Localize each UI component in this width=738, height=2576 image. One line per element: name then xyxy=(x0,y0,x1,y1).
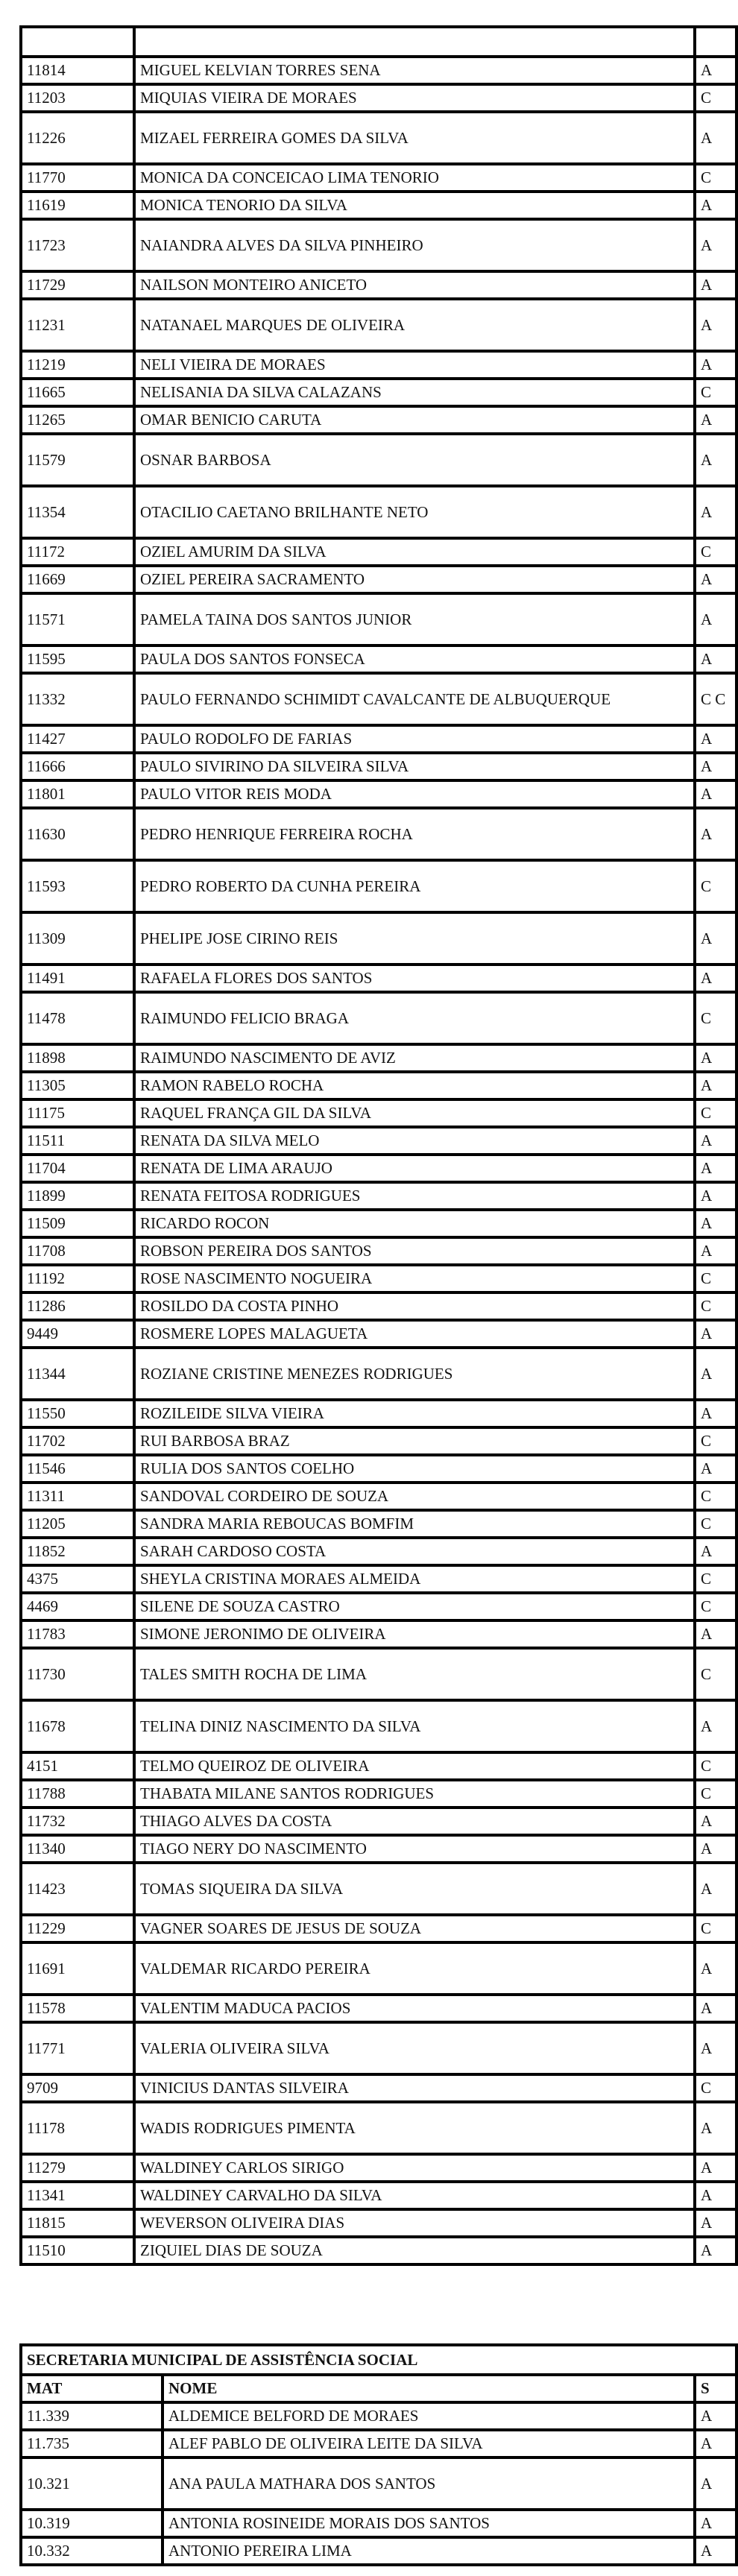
table-row xyxy=(21,780,737,808)
mat-cell: 11546 xyxy=(21,1455,134,1483)
section-title-row xyxy=(21,2345,737,2375)
name-cell: ROSMERE LOPES MALAGUETA xyxy=(134,1320,695,1348)
name-cell: ZIQUIEL DIAS DE SOUZA xyxy=(134,2237,695,2264)
header-cell-name xyxy=(134,27,695,57)
mat-cell: 11226 xyxy=(21,112,134,164)
name-cell: NAIANDRA ALVES DA SILVA PINHEIRO xyxy=(134,219,695,271)
table-row xyxy=(21,1863,737,1915)
table-row xyxy=(21,725,737,753)
mat-cell: 11265 xyxy=(21,406,134,434)
mat-cell: 11354 xyxy=(21,486,134,538)
mat-cell: 11178 xyxy=(21,2102,134,2154)
table-row xyxy=(21,379,737,406)
table-row xyxy=(21,1915,737,1942)
extra-cell: A xyxy=(695,1835,737,1863)
name-cell: PEDRO ROBERTO DA CUNHA PEREIRA xyxy=(134,860,695,912)
name-cell: ANA PAULA MATHARA DOS SANTOS xyxy=(163,2457,695,2510)
name-cell: PAULO FERNANDO SCHIMIDT CAVALCANTE DE ALBUQUERQUE xyxy=(134,673,695,725)
extra-cell: C xyxy=(695,1752,737,1780)
extra-cell: A xyxy=(695,2430,737,2457)
name-cell: SILENE DE SOUZA CASTRO xyxy=(134,1593,695,1620)
extra-cell: A xyxy=(695,1455,737,1483)
name-cell: OSNAR BARBOSA xyxy=(134,434,695,486)
table-row xyxy=(21,271,737,299)
extra-cell: A xyxy=(695,2209,737,2237)
extra-cell: A xyxy=(695,1320,737,1348)
name-cell: RICARDO ROCON xyxy=(134,1210,695,1237)
mat-cell: 11770 xyxy=(21,164,134,192)
mat-cell: 11340 xyxy=(21,1835,134,1863)
table-row xyxy=(21,1510,737,1538)
table-row xyxy=(21,1808,737,1835)
extra-cell: A xyxy=(695,725,737,753)
mat-cell: 11427 xyxy=(21,725,134,753)
extra-cell: A xyxy=(695,1700,737,1752)
mat-cell: 11619 xyxy=(21,192,134,219)
mat-cell: 11595 xyxy=(21,645,134,673)
mat-cell: 11729 xyxy=(21,271,134,299)
mat-cell: 11509 xyxy=(21,1210,134,1237)
table-row xyxy=(21,406,737,434)
table-row xyxy=(21,566,737,593)
name-cell: MIGUEL KELVIAN TORRES SENA xyxy=(134,57,695,84)
extra-cell: C xyxy=(695,1483,737,1510)
table-row xyxy=(21,351,737,379)
extra-cell: A xyxy=(695,808,737,860)
extra-cell: A xyxy=(695,351,737,379)
name-cell: TALES SMITH ROCHA DE LIMA xyxy=(134,1648,695,1700)
mat-cell: 11341 xyxy=(21,2182,134,2209)
table-row xyxy=(21,2154,737,2182)
name-cell: MONICA DA CONCEICAO LIMA TENORIO xyxy=(134,164,695,192)
extra-cell: C xyxy=(695,1593,737,1620)
table-row xyxy=(21,673,737,725)
extra-cell: A xyxy=(695,2402,737,2430)
table-row xyxy=(21,1648,737,1700)
mat-cell: 11691 xyxy=(21,1942,134,1995)
mat-cell: 11286 xyxy=(21,1292,134,1320)
name-cell: WALDINEY CARVALHO DA SILVA xyxy=(134,2182,695,2209)
mat-cell: 11771 xyxy=(21,2022,134,2074)
extra-cell: A xyxy=(695,1127,737,1155)
name-cell: RENATA DA SILVA MELO xyxy=(134,1127,695,1155)
name-cell: NATANAEL MARQUES DE OLIVEIRA xyxy=(134,299,695,351)
table-row xyxy=(21,1072,737,1099)
name-cell: TIAGO NERY DO NASCIMENTO xyxy=(134,1835,695,1863)
extra-cell: C xyxy=(695,1648,737,1700)
extra-cell: A xyxy=(695,1538,737,1565)
mat-cell: 11172 xyxy=(21,538,134,566)
table-row xyxy=(21,1455,737,1483)
extra-cell: A xyxy=(695,219,737,271)
name-cell: WADIS RODRIGUES PIMENTA xyxy=(134,2102,695,2154)
table-row xyxy=(21,2430,737,2457)
table-row xyxy=(21,2537,737,2565)
name-cell: RULIA DOS SANTOS COELHO xyxy=(134,1455,695,1483)
extra-cell: A xyxy=(695,1995,737,2022)
table-row xyxy=(21,2022,737,2074)
mat-cell: 11478 xyxy=(21,992,134,1044)
mat-cell: 11305 xyxy=(21,1072,134,1099)
name-cell: TELINA DINIZ NASCIMENTO DA SILVA xyxy=(134,1700,695,1752)
extra-cell: A xyxy=(695,753,737,780)
table-row xyxy=(21,1127,737,1155)
mat-cell: 11708 xyxy=(21,1237,134,1265)
name-cell: ROSE NASCIMENTO NOGUEIRA xyxy=(134,1265,695,1292)
table-row xyxy=(21,912,737,965)
table-row xyxy=(21,1044,737,1072)
extra-cell: A xyxy=(695,2022,737,2074)
extra-cell: A xyxy=(695,1072,737,1099)
table-row xyxy=(21,2182,737,2209)
table-row xyxy=(21,1237,737,1265)
extra-cell: C xyxy=(695,1265,737,1292)
section-title: SECRETARIA MUNICIPAL DE ASSISTÊNCIA SOCIAL xyxy=(21,2345,737,2375)
section-header-row xyxy=(21,2375,737,2402)
table-row xyxy=(21,1752,737,1780)
name-cell: NELI VIEIRA DE MORAES xyxy=(134,351,695,379)
mat-cell: 11344 xyxy=(21,1348,134,1400)
mat-cell: 11898 xyxy=(21,1044,134,1072)
section-table-body xyxy=(21,2345,737,2565)
extra-cell: A xyxy=(695,1863,737,1915)
extra-cell: C xyxy=(695,992,737,1044)
mat-cell: 11571 xyxy=(21,593,134,645)
name-cell: OZIEL AMURIM DA SILVA xyxy=(134,538,695,566)
section-header-nome: NOME xyxy=(163,2375,695,2402)
section-table xyxy=(19,2343,738,2566)
extra-cell: C xyxy=(695,2074,737,2102)
name-cell: VALENTIM MADUCA PACIOS xyxy=(134,1995,695,2022)
mat-cell: 10.319 xyxy=(21,2510,163,2537)
mat-cell: 11788 xyxy=(21,1780,134,1808)
name-cell: VALERIA OLIVEIRA SILVA xyxy=(134,2022,695,2074)
table-row xyxy=(21,1155,737,1182)
name-cell: THIAGO ALVES DA COSTA xyxy=(134,1808,695,1835)
employee-table-body xyxy=(21,27,737,2264)
table-row xyxy=(21,1400,737,1427)
name-cell: ALEF PABLO DE OLIVEIRA LEITE DA SILVA xyxy=(163,2430,695,2457)
extra-cell: A xyxy=(695,1400,737,1427)
table-row xyxy=(21,1942,737,1995)
table-row xyxy=(21,860,737,912)
mat-cell: 11678 xyxy=(21,1700,134,1752)
mat-cell: 9709 xyxy=(21,2074,134,2102)
mat-cell: 11783 xyxy=(21,1620,134,1648)
name-cell: RAIMUNDO NASCIMENTO DE AVIZ xyxy=(134,1044,695,1072)
extra-cell: A xyxy=(695,2457,737,2510)
extra-cell: C xyxy=(695,1292,737,1320)
mat-cell: 11593 xyxy=(21,860,134,912)
mat-cell: 11666 xyxy=(21,753,134,780)
table-row xyxy=(21,1620,737,1648)
name-cell: RUI BARBOSA BRAZ xyxy=(134,1427,695,1455)
name-cell: ANTONIA ROSINEIDE MORAIS DOS SANTOS xyxy=(163,2510,695,2537)
name-cell: OZIEL PEREIRA SACRAMENTO xyxy=(134,566,695,593)
table-row xyxy=(21,1835,737,1863)
extra-cell: A xyxy=(695,1044,737,1072)
extra-cell: A xyxy=(695,566,737,593)
extra-cell: A xyxy=(695,2182,737,2209)
extra-cell: A xyxy=(695,2154,737,2182)
extra-cell: A xyxy=(695,1620,737,1648)
extra-cell: A xyxy=(695,299,737,351)
table-row xyxy=(21,219,737,271)
mat-cell: 11579 xyxy=(21,434,134,486)
name-cell: MONICA TENORIO DA SILVA xyxy=(134,192,695,219)
name-cell: RENATA DE LIMA ARAUJO xyxy=(134,1155,695,1182)
name-cell: PAULO SIVIRINO DA SILVEIRA SILVA xyxy=(134,753,695,780)
mat-cell: 9449 xyxy=(21,1320,134,1348)
extra-cell: A xyxy=(695,593,737,645)
table-row xyxy=(21,2102,737,2154)
mat-cell: 11704 xyxy=(21,1155,134,1182)
extra-cell: C xyxy=(695,164,737,192)
name-cell: RAFAELA FLORES DOS SANTOS xyxy=(134,965,695,992)
mat-cell: 11801 xyxy=(21,780,134,808)
name-cell: ROBSON PEREIRA DOS SANTOS xyxy=(134,1237,695,1265)
extra-cell: A xyxy=(695,434,737,486)
name-cell: RAMON RABELO ROCHA xyxy=(134,1072,695,1099)
extra-cell: A xyxy=(695,271,737,299)
table-header-row xyxy=(21,27,737,57)
table-row xyxy=(21,753,737,780)
name-cell: MIZAEL FERREIRA GOMES DA SILVA xyxy=(134,112,695,164)
name-cell: VALDEMAR RICARDO PEREIRA xyxy=(134,1942,695,1995)
name-cell: TOMAS SIQUEIRA DA SILVA xyxy=(134,1863,695,1915)
extra-cell: A xyxy=(695,57,737,84)
name-cell: VINICIUS DANTAS SILVEIRA xyxy=(134,2074,695,2102)
extra-cell: C xyxy=(695,538,737,566)
mat-cell: 11852 xyxy=(21,1538,134,1565)
section-header-mat: MAT xyxy=(21,2375,163,2402)
mat-cell: 11550 xyxy=(21,1400,134,1427)
extra-cell: C xyxy=(695,379,737,406)
mat-cell: 11899 xyxy=(21,1182,134,1210)
mat-cell: 10.321 xyxy=(21,2457,163,2510)
name-cell: WALDINEY CARLOS SIRIGO xyxy=(134,2154,695,2182)
name-cell: OMAR BENICIO CARUTA xyxy=(134,406,695,434)
table-row xyxy=(21,1700,737,1752)
table-row xyxy=(21,1565,737,1593)
mat-cell: 4469 xyxy=(21,1593,134,1620)
extra-cell: A xyxy=(695,1237,737,1265)
mat-cell: 11665 xyxy=(21,379,134,406)
name-cell: PAULO VITOR REIS MODA xyxy=(134,780,695,808)
name-cell: MIQUIAS VIEIRA DE MORAES xyxy=(134,84,695,112)
extra-cell: C xyxy=(695,1510,737,1538)
mat-cell: 11630 xyxy=(21,808,134,860)
extra-cell: A xyxy=(695,1155,737,1182)
name-cell: THABATA MILANE SANTOS RODRIGUES xyxy=(134,1780,695,1808)
table-row xyxy=(21,112,737,164)
extra-cell: A xyxy=(695,486,737,538)
table-row xyxy=(21,1348,737,1400)
mat-cell: 11205 xyxy=(21,1510,134,1538)
mat-cell: 11423 xyxy=(21,1863,134,1915)
name-cell: SHEYLA CRISTINA MORAES ALMEIDA xyxy=(134,1565,695,1593)
name-cell: NAILSON MONTEIRO ANICETO xyxy=(134,271,695,299)
table-row xyxy=(21,2237,737,2264)
table-row xyxy=(21,965,737,992)
name-cell: SANDRA MARIA REBOUCAS BOMFIM xyxy=(134,1510,695,1538)
mat-cell: 11192 xyxy=(21,1265,134,1292)
name-cell: RAIMUNDO FELICIO BRAGA xyxy=(134,992,695,1044)
mat-cell: 11311 xyxy=(21,1483,134,1510)
table-row xyxy=(21,1099,737,1127)
employee-table xyxy=(19,25,738,2266)
table-row xyxy=(21,1995,737,2022)
name-cell: ALDEMICE BELFORD DE MORAES xyxy=(163,2402,695,2430)
name-cell: PAULA DOS SANTOS FONSECA xyxy=(134,645,695,673)
name-cell: ROZILEIDE SILVA VIEIRA xyxy=(134,1400,695,1427)
mat-cell: 11229 xyxy=(21,1915,134,1942)
name-cell: PAULO RODOLFO DE FARIAS xyxy=(134,725,695,753)
name-cell: VAGNER SOARES DE JESUS DE SOUZA xyxy=(134,1915,695,1942)
table-row xyxy=(21,299,737,351)
mat-cell: 11730 xyxy=(21,1648,134,1700)
extra-cell: A xyxy=(695,2102,737,2154)
table-row xyxy=(21,593,737,645)
name-cell: SIMONE JERONIMO DE OLIVEIRA xyxy=(134,1620,695,1648)
mat-cell: 11279 xyxy=(21,2154,134,2182)
mat-cell: 11511 xyxy=(21,1127,134,1155)
header-cell-extra xyxy=(695,27,737,57)
extra-cell: A xyxy=(695,192,737,219)
extra-cell: A xyxy=(695,645,737,673)
table-row xyxy=(21,1320,737,1348)
name-cell: ANTONIO PEREIRA LIMA xyxy=(163,2537,695,2565)
name-cell: PEDRO HENRIQUE FERREIRA ROCHA xyxy=(134,808,695,860)
name-cell: NELISANIA DA SILVA CALAZANS xyxy=(134,379,695,406)
table-row xyxy=(21,57,737,84)
table-row xyxy=(21,1210,737,1237)
name-cell: ROZIANE CRISTINE MENEZES RODRIGUES xyxy=(134,1348,695,1400)
mat-cell: 11175 xyxy=(21,1099,134,1127)
mat-cell: 11723 xyxy=(21,219,134,271)
mat-cell: 11578 xyxy=(21,1995,134,2022)
name-cell: SANDOVAL CORDEIRO DE SOUZA xyxy=(134,1483,695,1510)
mat-cell: 11219 xyxy=(21,351,134,379)
extra-cell: C xyxy=(695,1780,737,1808)
extra-cell: C xyxy=(695,1427,737,1455)
name-cell: RENATA FEITOSA RODRIGUES xyxy=(134,1182,695,1210)
table-row xyxy=(21,808,737,860)
mat-cell: 11332 xyxy=(21,673,134,725)
table-row xyxy=(21,992,737,1044)
name-cell: WEVERSON OLIVEIRA DIAS xyxy=(134,2209,695,2237)
extra-cell: A xyxy=(695,1942,737,1995)
extra-cell: A xyxy=(695,1808,737,1835)
extra-cell: A xyxy=(695,2537,737,2565)
table-row xyxy=(21,2457,737,2510)
extra-cell: A xyxy=(695,2237,737,2264)
mat-cell: 11732 xyxy=(21,1808,134,1835)
extra-cell: C xyxy=(695,860,737,912)
extra-cell: C xyxy=(695,1565,737,1593)
table-row xyxy=(21,2510,737,2537)
extra-cell: A xyxy=(695,2510,737,2537)
extra-cell: A xyxy=(695,965,737,992)
mat-cell: 11491 xyxy=(21,965,134,992)
extra-cell: A xyxy=(695,112,737,164)
section-header-extra: S xyxy=(695,2375,737,2402)
mat-cell: 11231 xyxy=(21,299,134,351)
mat-cell: 10.332 xyxy=(21,2537,163,2565)
name-cell: OTACILIO CAETANO BRILHANTE NETO xyxy=(134,486,695,538)
table-row xyxy=(21,486,737,538)
table-row xyxy=(21,192,737,219)
mat-cell: 11.735 xyxy=(21,2430,163,2457)
table-row xyxy=(21,2074,737,2102)
extra-cell: C xyxy=(695,84,737,112)
table-row xyxy=(21,434,737,486)
table-row xyxy=(21,84,737,112)
table-row xyxy=(21,2209,737,2237)
extra-cell: A xyxy=(695,406,737,434)
extra-cell: A xyxy=(695,1182,737,1210)
table-row xyxy=(21,1427,737,1455)
mat-cell: 11510 xyxy=(21,2237,134,2264)
extra-cell: A xyxy=(695,780,737,808)
extra-cell: C C xyxy=(695,673,737,725)
extra-cell: A xyxy=(695,1210,737,1237)
mat-cell: 11702 xyxy=(21,1427,134,1455)
mat-cell: 11203 xyxy=(21,84,134,112)
name-cell: PAMELA TAINA DOS SANTOS JUNIOR xyxy=(134,593,695,645)
name-cell: SARAH CARDOSO COSTA xyxy=(134,1538,695,1565)
mat-cell: 11669 xyxy=(21,566,134,593)
mat-cell: 11.339 xyxy=(21,2402,163,2430)
name-cell: RAQUEL FRANÇA GIL DA SILVA xyxy=(134,1099,695,1127)
name-cell: PHELIPE JOSE CIRINO REIS xyxy=(134,912,695,965)
table-row xyxy=(21,1593,737,1620)
mat-cell: 11815 xyxy=(21,2209,134,2237)
extra-cell: C xyxy=(695,1915,737,1942)
mat-cell: 11309 xyxy=(21,912,134,965)
table-row xyxy=(21,538,737,566)
mat-cell: 4375 xyxy=(21,1565,134,1593)
name-cell: ROSILDO DA COSTA PINHO xyxy=(134,1292,695,1320)
mat-cell: 11814 xyxy=(21,57,134,84)
table-row xyxy=(21,2402,737,2430)
table-row xyxy=(21,645,737,673)
extra-cell: C xyxy=(695,1099,737,1127)
extra-cell: A xyxy=(695,912,737,965)
header-cell-mat xyxy=(21,27,134,57)
mat-cell: 4151 xyxy=(21,1752,134,1780)
table-row xyxy=(21,1265,737,1292)
extra-cell: A xyxy=(695,1348,737,1400)
table-row xyxy=(21,1182,737,1210)
table-row xyxy=(21,1780,737,1808)
table-row xyxy=(21,164,737,192)
table-row xyxy=(21,1483,737,1510)
name-cell: TELMO QUEIROZ DE OLIVEIRA xyxy=(134,1752,695,1780)
table-row xyxy=(21,1538,737,1565)
table-row xyxy=(21,1292,737,1320)
